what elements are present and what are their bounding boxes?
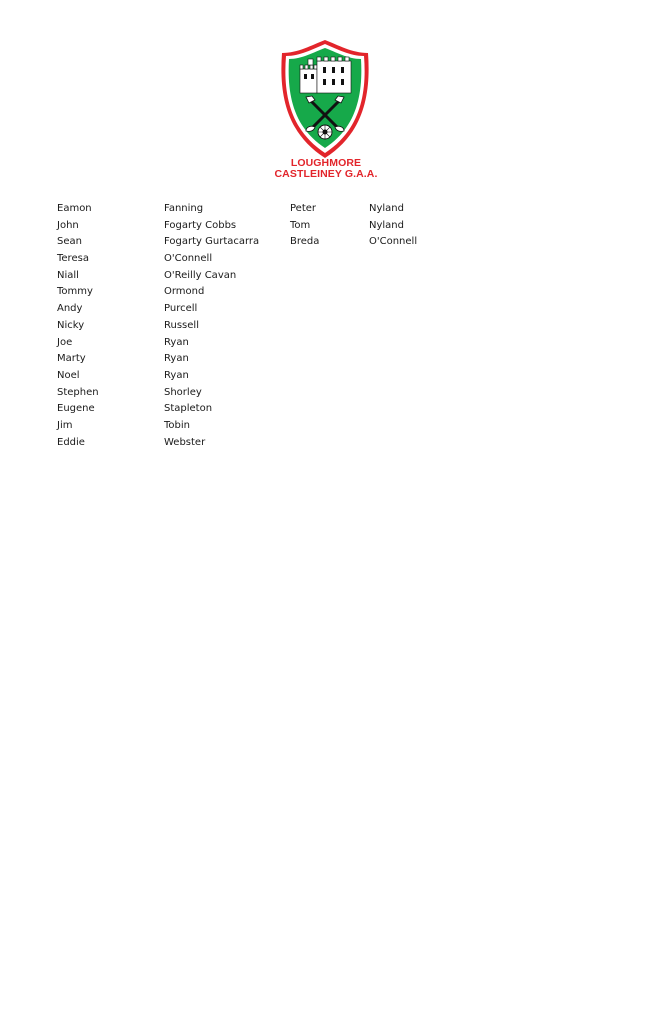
list-item [0,368,652,385]
club-name [226,158,426,180]
last-name: Webster [164,436,206,448]
last-name: Ryan [164,369,189,381]
football-icon [318,125,332,139]
first-name: Tommy [57,286,93,298]
list-item [0,335,652,352]
first-name: Peter [290,203,317,214]
first-name: Andy [57,303,83,315]
first-name: Teresa [57,253,89,265]
last-name: Fogarty Cobbs [164,219,237,231]
last-name: Fogarty Gurtacarra [164,236,260,248]
list-item [0,301,652,318]
list-item [0,318,652,335]
names-list-left [0,201,652,451]
last-name: O'Connell [164,253,213,265]
list-item [0,418,652,435]
first-name: Nicky [57,319,85,331]
list-item [0,284,652,301]
list-item [0,401,652,418]
first-name: Marty [57,353,86,365]
last-name: Shorley [164,386,202,398]
last-name: Russell [164,319,199,331]
club-name-line1: LOUGHMORE [290,157,362,169]
last-name: Purcell [164,303,198,315]
last-name: Nyland [369,219,404,231]
last-name: Nyland [369,203,404,214]
last-name: Ryan [164,353,189,365]
first-name: Sean [57,236,82,248]
last-name: Tobin [164,419,190,431]
first-name: Niall [57,269,79,281]
first-name: Joe [57,336,73,348]
last-name: Ryan [164,336,189,348]
list-item [0,251,652,268]
last-name: Fanning [164,203,204,214]
first-name: Eamon [57,203,92,214]
list-item [0,234,652,251]
last-name: O'Reilly Cavan [164,269,237,281]
first-name: Eddie [57,436,85,448]
list-item [0,351,652,368]
first-name: Jim [57,419,73,431]
first-name: Noel [57,369,80,381]
first-name: Stephen [57,386,99,398]
list-item [0,268,652,285]
first-name: Breda [290,236,320,248]
club-name-line2: CASTLEINEY G.A.A. [274,168,378,180]
first-name: Eugene [57,403,95,415]
last-name: O'Connell [369,236,418,248]
first-name: Tom [290,219,311,231]
last-name: Ormond [164,286,205,298]
first-name: John [57,219,79,231]
club-crest [278,39,372,159]
list-item [0,435,652,452]
list-item [0,218,652,235]
last-name: Stapleton [164,403,213,415]
list-item [0,385,652,402]
list-item [0,201,652,218]
club-crest-icon [278,39,372,159]
